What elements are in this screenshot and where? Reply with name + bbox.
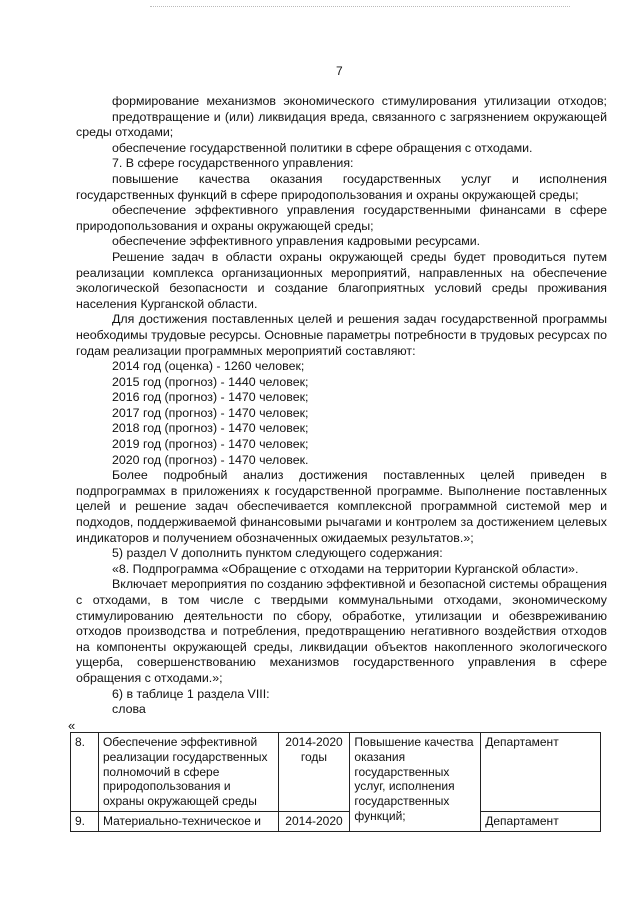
year-line: 2016 год (прогноз) - 1470 человек; [112, 390, 309, 405]
row-executor: Департамент [481, 733, 601, 812]
row-number: 9. [71, 811, 99, 831]
row-period: 2014-2020 годы [278, 733, 350, 812]
year-line: 2017 год (прогноз) - 1470 человек; [112, 405, 309, 420]
paragraph: 7. В сфере государственного управления: [112, 156, 354, 171]
row-result: Повышение качества оказания государственных услуг, исполнения государственных функций; [350, 733, 481, 832]
paragraph: обеспечение эффективного управления государственными финансами в сфере природопользования и охраны окружающей среды; [76, 203, 607, 233]
table-row [71, 733, 601, 812]
paragraph: слова [112, 702, 146, 717]
row-number: 8. [71, 733, 99, 812]
scan-artifact [150, 6, 570, 9]
year-line: 2014 год (оценка) - 1260 человек; [112, 359, 305, 374]
paragraph: 6) в таблице 1 раздела VIII: [112, 686, 270, 701]
row-executor: Департамент [481, 811, 601, 831]
paragraph: повышение качества оказания государственных услуг и исполнения государственных функций в сфере природопользования и охраны окружающей среды; [76, 171, 607, 202]
paragraph: Решение задач в области охраны окружающей среды будет проводиться путем реализации комплекса организационных мероприятий, направленных на обеспечение экологической безопасности и создание благоприятных условий среды проживания населения Курганской области. [76, 249, 607, 311]
paragraph: «8. Подпрограмма «Обращение с отходами на территории Курганской области». [112, 561, 579, 576]
paragraph: обеспечение государственной политики в сфере обращения с отходами. [112, 140, 533, 155]
paragraph: Более подробный анализ достижения поставленных целей приведен в подпрограммах в приложениях к государственной программе. Выполнение поставленных целей и решение задач обеспечивается комплексной программной системой мер и подходов, поддерживаемой финансовыми рычагами и контролем за достижением целевых индикаторов и получением обозначенных ожидаемых результатов.»; [76, 468, 607, 545]
quote-open-mark: « [68, 718, 76, 733]
table-row [71, 811, 601, 831]
row-period: 2014-2020 [278, 811, 350, 831]
year-line: 2019 год (прогноз) - 1470 человек; [112, 437, 309, 452]
page-number: 7 [336, 64, 343, 78]
paragraph: 5) раздел V дополнить пунктом следующего содержания: [112, 546, 443, 561]
program-table [70, 732, 601, 832]
year-line: 2018 год (прогноз) - 1470 человек; [112, 421, 309, 436]
row-name: Обеспечение эффективной реализации государственных полномочий в сфере природопользования и охраны окружающей среды [98, 733, 278, 812]
year-line: 2020 год (прогноз) - 1470 человек. [112, 452, 309, 467]
paragraph: обеспечение эффективного управления кадровыми ресурсами. [112, 234, 481, 249]
paragraph: предотвращение и (или) ликвидация вреда, связанного с загрязнением окружающей среды отходами; [76, 109, 607, 140]
paragraph: Для достижения поставленных целей и решения задач государственной программы необходимы трудовые ресурсы. Основные параметры потребности в трудовых ресурсах по годам реализации программных мероприятий составляют: [76, 312, 607, 358]
paragraph: формирование механизмов экономического стимулирования утилизации отходов; [112, 94, 607, 108]
year-line: 2015 год (прогноз) - 1440 человек; [112, 374, 309, 389]
row-name: Материально-техническое и [98, 811, 278, 831]
body-text [76, 94, 607, 718]
paragraph: Включает мероприятия по созданию эффективной и безопасной системы обращения с отходами, в том числе с твердыми коммунальными отходами, экономическому стимулированию деятельности по сбору, обработке, утилизации и обезвреживанию отходов производства и потребления, предотвращению негативного воздействия отходов на компоненты окружающей среды, ликвидации объектов накопленного экологического ущерба, совершенствованию механизмов государственного управления в сфере обращения с отходами.»; [76, 577, 607, 685]
